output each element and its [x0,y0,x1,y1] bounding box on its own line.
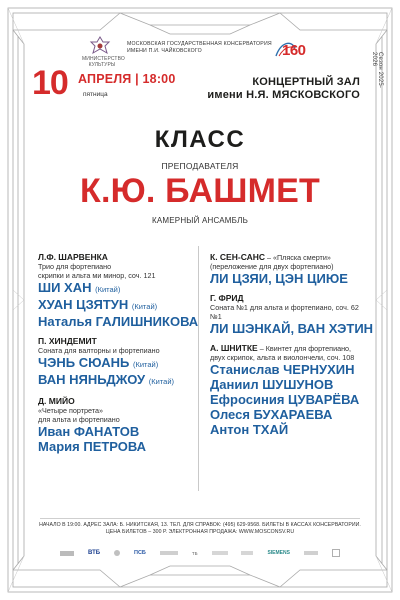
work-line: (переложение для двух фортепиано) [210,262,334,271]
performer [38,355,198,372]
footer-line-1: НАЧАЛО В 19:00. АДРЕС ЗАЛА: Б. НИКИТСКАЯ, 13. ТЕЛ. ДЛЯ СПРАВОК: (495) 629-9568. БИЛЕТЫ В КАССАХ КОНСЕРВАТОРИИ. [39,522,361,528]
program-item [210,252,370,286]
event-weekday: пятница [83,91,108,98]
performer-name: ВАН НЯНЬДЖОУ [38,372,146,387]
composer-name: Д. МИЙО [38,396,75,406]
sponsor-psb: ПСБ [134,550,146,556]
work-line: двух скрипок, альта и виолончели, соч. 108 [210,353,355,362]
sponsor-logo-icon [160,551,178,555]
performer [38,372,198,389]
right-program-column [210,252,374,437]
performer-name: ЧЭНЬ СЮАНЬ [38,355,130,370]
left-program-column [38,252,198,454]
footer-line-2: ЦЕНА БИЛЕТОВ – 300 Р. ЭЛЕКТРОННАЯ ПРОДАЖА: WWW.MOSCONSV.RU [105,529,295,535]
performer [38,314,198,329]
performer: Антон ТХАЙ [210,422,289,437]
program-item [38,336,198,389]
performer [38,424,198,439]
sponsor-logo-icon [241,551,253,555]
footer-info [28,522,372,536]
column-divider [198,246,199,491]
work-line: скрипки и альта ми минор, соч. 121 [38,271,156,280]
institution-name [127,41,272,55]
composer-name: Л.Ф. ШАРВЕНКА [38,252,108,262]
performer-name: ХУАН ЦЗЯТУН [38,297,129,312]
sponsor-vtb: ВТБ [87,550,101,556]
sponsor-siemens: SIEMENS [267,550,290,556]
performer-country: (Китай) [148,377,175,386]
class-heading: КЛАСС [154,126,246,153]
performer-country: (Китай) [95,285,121,294]
work-line: Трио для фортепиано [38,262,112,271]
performer: ЛИ ШЭНКАЙ, ВАН ХЭТИН [210,321,374,336]
performer: Даниил ШУШУНОВ [210,377,334,392]
anniversary-number: 160 [282,42,306,59]
performer-country: (Китай) [131,302,158,311]
venue-line-2: имени Н.Я. МЯСКОВСКОГО [207,89,360,101]
work-title: – Квинтет для фортепиано, [257,344,352,353]
institution-line-1: МОСКОВСКАЯ ГОСУДАРСТВЕННАЯ КОНСЕРВАТОРИЯ [127,41,272,47]
conservatory-emblem-icon [88,36,112,56]
performer: ЛИ ЦЗЯИ, ЦЭН ЦИЮЕ [210,271,348,286]
emblem-caption: МИНИСТЕРСТВО КУЛЬТУРЫ [82,56,125,68]
composer-name: П. ХИНДЕМИТ [38,336,97,346]
composer-name: Г. ФРИД [210,293,244,303]
sponsor-strip [60,546,340,560]
sponsor-logo-icon [212,551,228,555]
work-line: Соната для валторны и фортепиано [38,346,160,355]
composer-line [210,252,370,262]
sponsor-logo-icon [60,551,74,556]
composer-name: К. СЕН-САНС [210,252,266,262]
work-line: для альта и фортепиано [38,415,120,424]
performer-name: Наталья ГАЛИШНИКОВА [38,314,199,329]
work-title: – «Пляска смерти» [265,253,331,262]
composer-line [210,343,370,353]
institution-line-2: ИМЕНИ П.И. ЧАЙКОВСКОГО [127,47,202,54]
performer-name: Иван ФАНАТОВ [38,424,140,439]
composer-name: А. ШНИТКЕ [210,343,258,353]
work-line: Соната №1 для альта и фортепиано, соч. 62 №1 [210,303,359,321]
teacher-name: К.Ю. БАШМЕТ [80,172,320,210]
sponsor-logo-icon [332,549,340,557]
event-month-time: АПРЕЛЯ | 18:00 [78,72,176,86]
performer: Олеся БУХАРАЕВА [210,407,333,422]
anniversary-logo [273,38,311,60]
program-item [38,396,198,454]
venue-line-1: КОНЦЕРТНЫЙ ЗАЛ [252,76,360,88]
performer: Станислав ЧЕРНУХИН [210,362,355,377]
performer: Ефросиния ЦУВАРЁВА [210,392,360,407]
ensemble-label: КАМЕРНЫЙ АНСАМБЛЬ [151,216,249,225]
performer-name: Мария ПЕТРОВА [38,439,147,454]
event-day: 10 [32,64,68,102]
sponsor-logo-icon [114,550,120,556]
program-item [210,343,370,437]
footer-rule [40,518,360,519]
sponsor-tb: ТБ [191,550,198,556]
program-item [210,293,374,336]
teacher-label: ПРЕПОДАВАТЕЛЯ [161,161,239,171]
program-item [38,252,198,329]
performer-country: (Китай) [132,360,159,369]
sponsor-logo-icon [304,551,318,555]
performer [38,280,198,297]
venue [207,76,360,102]
performer-name: ШИ ХАН [38,280,92,295]
work-line: «Четыре портрета» [38,406,103,415]
season-label: Сезон 2025-2026 [371,52,383,89]
performer [38,439,198,454]
performer [38,297,198,314]
